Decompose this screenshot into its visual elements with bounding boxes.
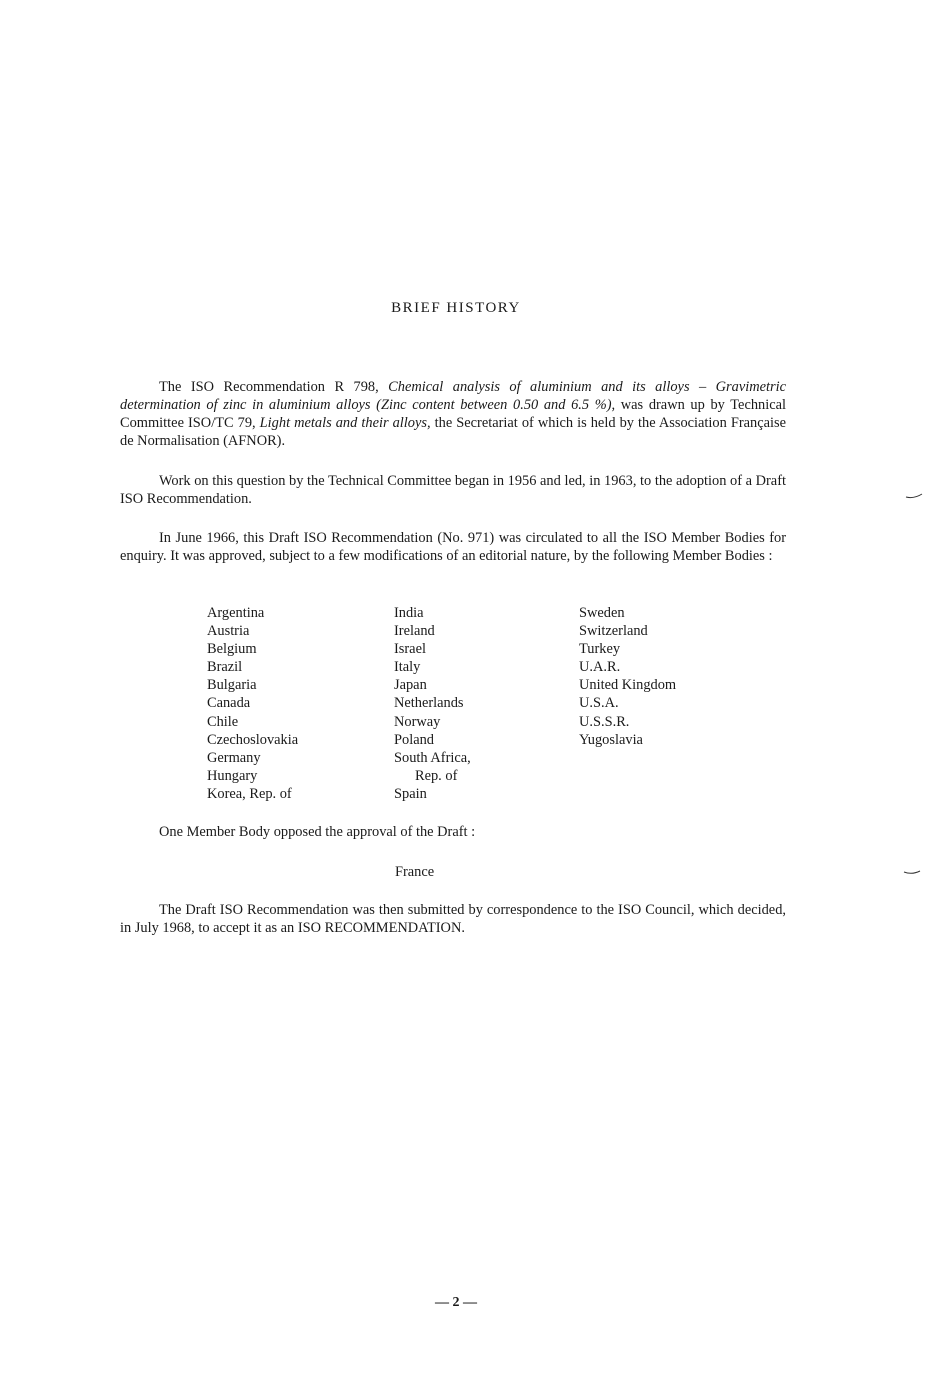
history-paragraph-2: Work on this question by the Technical Committee began in 1956 and led, in 1963, to the adoption of a Draft ISO Recommendation. [120, 473, 786, 507]
history-paragraph-1 [120, 378, 786, 450]
opposed-statement: One Member Body opposed the approval of the Draft : [159, 824, 476, 840]
member-body: Israel [394, 641, 426, 658]
member-body: Czechoslovakia [207, 731, 299, 748]
page-title: BRIEF HISTORY [391, 300, 521, 316]
p1-committee-title: Light metals and their alloys, [259, 415, 431, 431]
member-body: Argentina [207, 605, 265, 621]
member-body: Brazil [207, 659, 243, 676]
member-body: Yugoslavia [579, 731, 643, 748]
history-paragraph-3: In June 1966, this Draft ISO Recommendation (No. 971) was circulated to all the ISO Member Bodies for enquiry. It was approved, subject to a few modifications of an editorial nature, by the following Member Bodies : [120, 530, 786, 564]
member-body: United Kingdom [579, 677, 677, 694]
member-body: U.A.R. [579, 659, 621, 676]
page-number: — 2 — [435, 1295, 477, 1310]
p1-text-1: The ISO Recommendation R 798, [159, 379, 389, 395]
member-bodies-column-3 [579, 604, 676, 749]
member-body: Korea, Rep. of [207, 785, 292, 802]
member-body: Chile [207, 713, 239, 730]
member-body: Japan [394, 677, 427, 694]
member-body: U.S.S.R. [579, 713, 630, 730]
scan-mark-decoration [903, 869, 921, 875]
member-body: Austria [207, 623, 250, 640]
member-body: Italy [394, 659, 421, 676]
member-body: Switzerland [579, 623, 648, 640]
scan-mark-decoration [905, 493, 923, 499]
member-body: U.S.A. [579, 695, 619, 712]
member-body: South Africa, [394, 749, 471, 766]
p1-recommendation-title: Chemical analysis of aluminium and its alloys – Gravimetric determination of zinc in aluminium alloys (Zinc content between 0.50 and 6.5 %), [120, 379, 786, 413]
member-body: Netherlands [394, 695, 464, 712]
history-paragraph-4: The Draft ISO Recommendation was then submitted by correspondence to the ISO Council, which decided, in July 1968, to accept it as an ISO RECOMMENDATION. [120, 902, 786, 936]
member-body: Canada [207, 695, 251, 712]
member-body: Poland [394, 731, 434, 748]
member-bodies-column-2 [394, 604, 471, 803]
member-body: Germany [207, 749, 261, 766]
member-body: Sweden [579, 605, 625, 621]
p1-text-3: the Secretariat of which is held by the Association Française de Normalisation (AFNOR). [120, 415, 786, 449]
member-body: Turkey [579, 641, 621, 658]
member-bodies-column-1 [207, 604, 298, 803]
member-body: Bulgaria [207, 677, 257, 694]
member-body: Belgium [207, 641, 257, 658]
member-body-continuation: Rep. of [415, 767, 458, 784]
member-body: Spain [394, 785, 427, 802]
member-body: Norway [394, 713, 441, 730]
member-body: Hungary [207, 767, 258, 784]
opposing-member-body: France [395, 864, 435, 880]
member-body: India [394, 605, 424, 621]
member-body: Ireland [394, 623, 435, 640]
p1-text-2: was drawn up by Technical Committee ISO/TC 79, [120, 397, 786, 431]
